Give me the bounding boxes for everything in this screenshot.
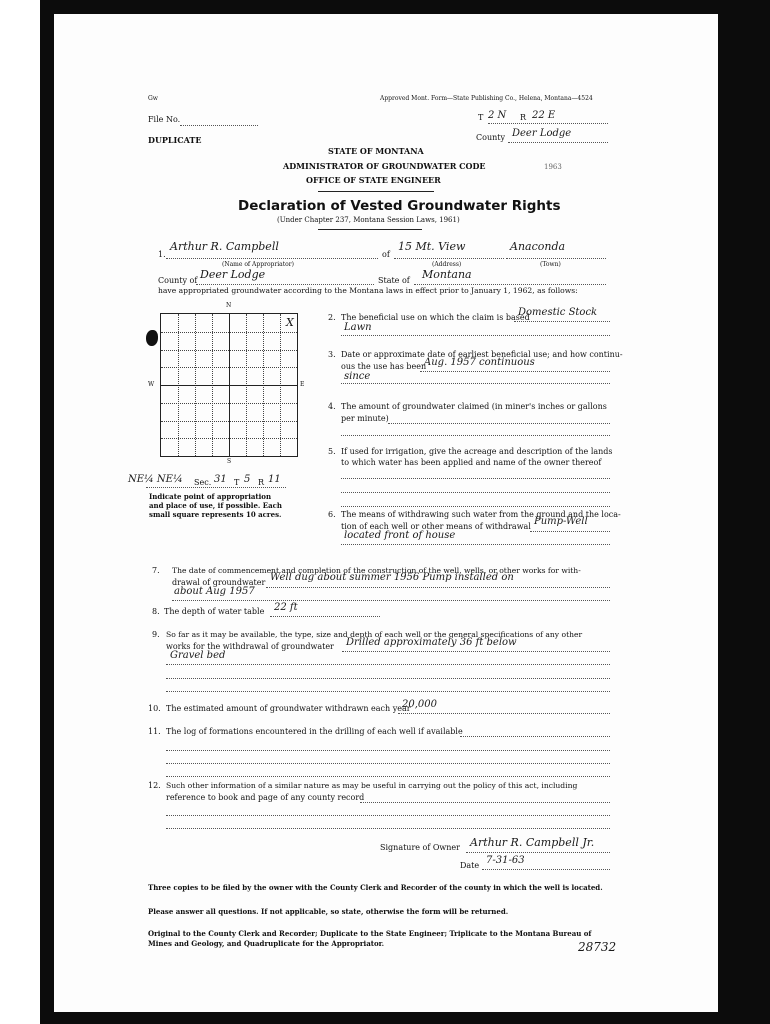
q6-number: 6. [328,510,336,519]
duplicate-label: DUPLICATE [148,135,202,145]
appropriator-name-line [166,258,378,259]
q2-answer-2: Lawn [344,322,372,333]
signature-label: Signature of Owner [380,843,460,852]
q5-line-2 [341,492,610,493]
q6-line-2 [341,544,610,545]
sec-label: Sec. [194,478,212,487]
appropriator-name-label: (Name of Appropriator) [222,261,294,268]
map-east-label: E [300,381,305,388]
q7-answer-2: about Aug 1957 [174,586,255,597]
q3-text-1: Date or approximate date of earliest beneficial use; and how continu- [341,350,623,359]
county-of-label: County of [158,276,198,285]
state-line: STATE OF MONTANA [328,146,424,156]
footer-distribution-2: Mines and Geology, and Quadruplicate for the Appropriator. [148,939,385,948]
q7-number: 7. [152,566,160,575]
q2-text: The beneficial use on which the claim is based [341,313,530,322]
range-label: R [520,113,527,122]
scan-border-bottom [40,1012,770,1024]
state-of-line [414,284,606,285]
header-rule [318,191,434,192]
q10-number: 10. [148,704,161,713]
q11-line-3 [166,763,610,764]
q5-line-3 [341,506,610,507]
q9-answer-2: Gravel bed [170,650,226,661]
q8-text: The depth of water table [164,607,265,616]
map-note-1: Indicate point of appropriation [149,492,272,501]
address-line [394,258,504,259]
q3-text-2: ous the use has been [341,362,427,371]
township-value: 2 N [488,110,507,121]
form-title: Declaration of Vested Groundwater Rights [238,198,561,214]
q7-text-2: drawal of groundwater [172,578,266,587]
date-line [482,869,610,870]
r-value: 11 [268,474,281,485]
date-value: 7-31-63 [486,855,525,866]
legal-description: NE¼ NE¼ [128,474,183,485]
date-label: Date [460,861,480,870]
q4-number: 4. [328,402,336,411]
q5-text-2: to which water has been applied and name of the owner thereof [341,458,602,467]
corner-mark: Gw [148,95,158,102]
q6-answer-2: located front of house [344,530,456,541]
q3-answer: Aug. 1957 continuous [424,357,535,368]
q8-number: 8. [152,607,160,616]
q8-line [270,616,380,617]
township-label: T [478,113,484,122]
address-label: (Address) [432,261,462,268]
appropriator-name: Arthur R. Campbell [170,240,279,253]
q11-line-1 [460,736,610,737]
q6-answer: Pump-Well [534,516,588,527]
q6-text-2: tion of each well or other means of withdrawal [341,522,531,531]
ink-blot [146,330,158,346]
t-value: 5 [244,474,251,485]
q12-number: 12. [148,781,161,790]
r-label: R [258,478,265,487]
q2-number: 2. [328,313,336,322]
section-grid-map [160,313,298,457]
q6-line-1 [530,531,610,532]
file-no-line [180,125,258,126]
file-no-label: File No. [148,115,181,124]
map-west-label: W [148,381,155,388]
q12-text-2: reference to book and page of any county record [166,793,365,802]
range-value: 22 E [532,110,556,121]
map-south-label: S [227,458,232,465]
q9-line-1 [342,651,610,652]
appropriator-town: Anaconda [510,240,566,253]
q6-text-1: The means of withdrawing such water from the ground and the loca- [341,510,621,519]
t-label: T [234,478,240,487]
county-of-value: Deer Lodge [200,268,266,281]
state-of-label: State of [378,276,410,285]
q9-line-2 [166,664,610,665]
footer-filing-note: Three copies to be filed by the owner with the County Clerk and Recorder of the county in which the well is located. [148,883,603,892]
legal-line [146,487,286,488]
q2-answer: Domestic Stock [518,307,598,318]
q9-line-3 [166,678,610,679]
scan-border-top [44,0,770,14]
q9-line-4 [166,691,610,692]
county-label: County [476,133,505,142]
q11-line-4 [166,776,610,777]
q10-line [398,713,610,714]
footer-answer-note: Please answer all questions. If not applicable, so state, otherwise the form will be returned. [148,907,509,916]
q4-text-1: The amount of groundwater claimed (in miner's inches or gallons [341,402,607,411]
owner-signature: Arthur R. Campbell Jr. [470,836,595,849]
q3-line-2 [341,383,610,384]
q3-line-1 [420,371,610,372]
map-north-label: N [226,302,232,309]
administrator-line: ADMINISTRATOR OF GROUNDWATER CODE [283,161,486,171]
q7-line-1 [266,587,610,588]
received-stamp-year: 1963 [544,163,562,171]
q8-answer: 22 ft [274,602,298,613]
scan-border-left [40,0,54,1024]
q7-text-1: The date of commencement and completion of the construction of the well, wells, or other works for with- [172,566,581,575]
q11-text: The log of formations encountered in the drilling of each well if available [166,727,463,736]
q7-answer: Well dug about summer 1956 Pump installed on [270,572,514,583]
subtitle-rule [318,229,422,230]
q5-number: 5. [328,447,336,456]
approved-form-line: Approved Mont. Form—State Publishing Co., Helena, Montana—4524 [380,95,593,102]
township-range-line [488,123,608,124]
q11-line-2 [166,750,610,751]
q9-text-1: So far as it may be available, the type, size and depth of each well or the general specifications of any other [166,630,583,639]
footer-distribution-1: Original to the County Clerk and Recorder; Duplicate to the State Engineer; Triplicate to the Montana Bureau of [148,929,592,938]
town-label: (Town) [540,261,561,268]
q2-line-1 [514,321,610,322]
q5-line-1 [341,478,610,479]
q12-line-3 [166,828,610,829]
item-1-number: 1. [158,250,166,259]
signature-line [466,852,610,853]
document-number: 28732 [578,940,617,954]
map-note-3: small square represents 10 acres. [149,510,282,519]
map-note-2: and place of use, if possible. Each [149,501,282,510]
county-value: Deer Lodge [512,128,572,139]
q4-text-2: per minute) [341,414,389,423]
office-line: OFFICE OF STATE ENGINEER [306,175,441,185]
q5-text-1: If used for irrigation, give the acreage and description of the lands [341,447,613,456]
q4-line-2 [341,435,610,436]
of-label: of [382,250,390,259]
county-line [508,142,608,143]
q7-line-2 [172,600,610,601]
q9-number: 9. [152,630,160,639]
form-subtitle: (Under Chapter 237, Montana Session Laws, 1961) [277,216,460,224]
appropriator-intro: have appropriated groundwater according to the Montana laws in effect prior to January 1, 1962, as follows: [158,286,578,295]
appropriator-address: 15 Mt. View [398,240,466,253]
point-of-appropriation-mark: X [286,316,294,329]
town-line [506,258,606,259]
county-of-line [196,284,374,285]
q9-answer: Drilled approximately 36 ft below [346,637,517,648]
q10-text: The estimated amount of groundwater withdrawn each year [166,704,411,713]
q12-line-1 [360,802,610,803]
sec-value: 31 [214,474,227,485]
q11-number: 11. [148,727,161,736]
q4-line-1 [388,423,610,424]
q12-line-2 [166,815,610,816]
scan-border-right [718,10,770,1024]
q9-text-2: works for the withdrawal of groundwater [166,642,334,651]
q3-answer-2: since [344,371,371,382]
state-of-value: Montana [422,268,472,281]
q10-answer: 20,000 [402,699,437,710]
q3-number: 3. [328,350,336,359]
q2-line-2 [341,335,610,336]
q12-text-1: Such other information of a similar nature as may be useful in carrying out the policy of this act, including [166,781,578,790]
